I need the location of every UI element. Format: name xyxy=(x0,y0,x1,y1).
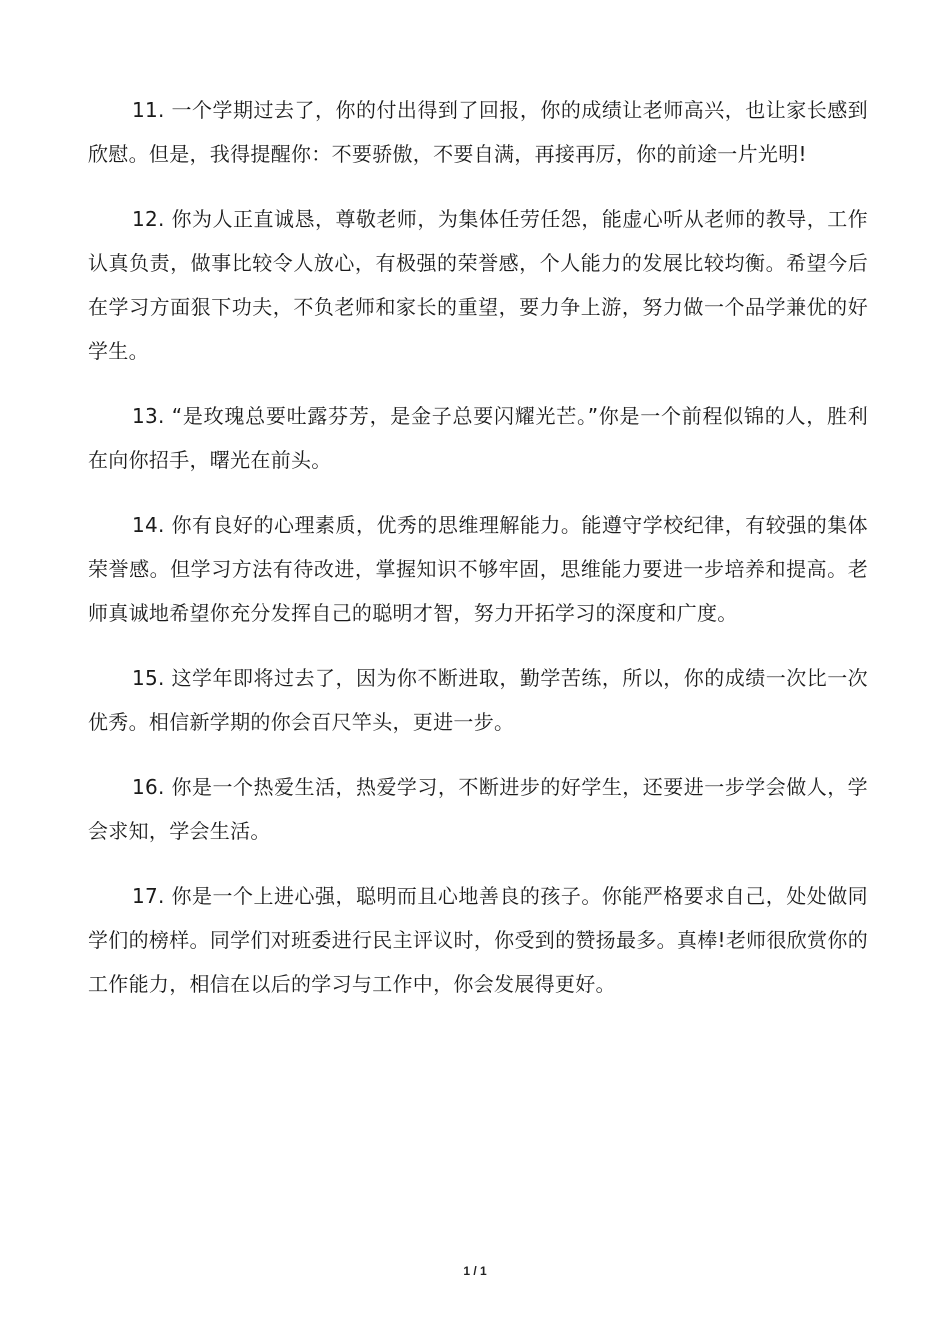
document-body xyxy=(88,88,868,1027)
paragraph-16: 16. 你是一个热爱生活，热爱学习，不断进步的好学生，还要进一步学会做人，学会求知，学会生活。 xyxy=(88,775,868,843)
paragraph-15: 15. 这学年即将过去了，因为你不断进取，勤学苦练，所以，你的成绩一次比一次优秀。相信新学期的你会百尺竿头，更进一步。 xyxy=(88,666,868,734)
paragraph-13: 13. “是玫瑰总要吐露芬芳，是金子总要闪耀光芒。”你是一个前程似锦的人，胜利在向你招手，曙光在前头。 xyxy=(88,404,868,472)
paragraph-14: 14. 你有良好的心理素质，优秀的思维理解能力。能遵守学校纪律，有较强的集体荣誉感。但学习方法有待改进，掌握知识不够牢固，思维能力要进一步培养和提高。老师真诚地希望你充分发挥自己的聪明才智，努力开拓学习的深度和广度。 xyxy=(88,513,868,625)
page-number: 1 / 1 xyxy=(463,1264,487,1278)
paragraph-11: 11. 一个学期过去了，你的付出得到了回报，你的成绩让老师高兴，也让家长感到欣慰。但是，我得提醒你：不要骄傲，不要自满，再接再厉，你的前途一片光明! xyxy=(88,98,868,166)
paragraph-12: 12. 你为人正直诚恳，尊敬老师，为集体任劳任怨，能虚心听从老师的教导，工作认真负责，做事比较令人放心，有极强的荣誉感，个人能力的发展比较均衡。希望今后在学习方面狠下功夫，不负老师和家长的重望，要力争上游，努力做一个品学兼优的好学生。 xyxy=(88,207,868,363)
paragraph-17: 17. 你是一个上进心强，聪明而且心地善良的孩子。你能严格要求自己，处处做同学们的榜样。同学们对班委进行民主评议时，你受到的赞扬最多。真棒!老师很欣赏你的工作能力，相信在以后的学习与工作中，你会发展得更好。 xyxy=(88,884,868,996)
